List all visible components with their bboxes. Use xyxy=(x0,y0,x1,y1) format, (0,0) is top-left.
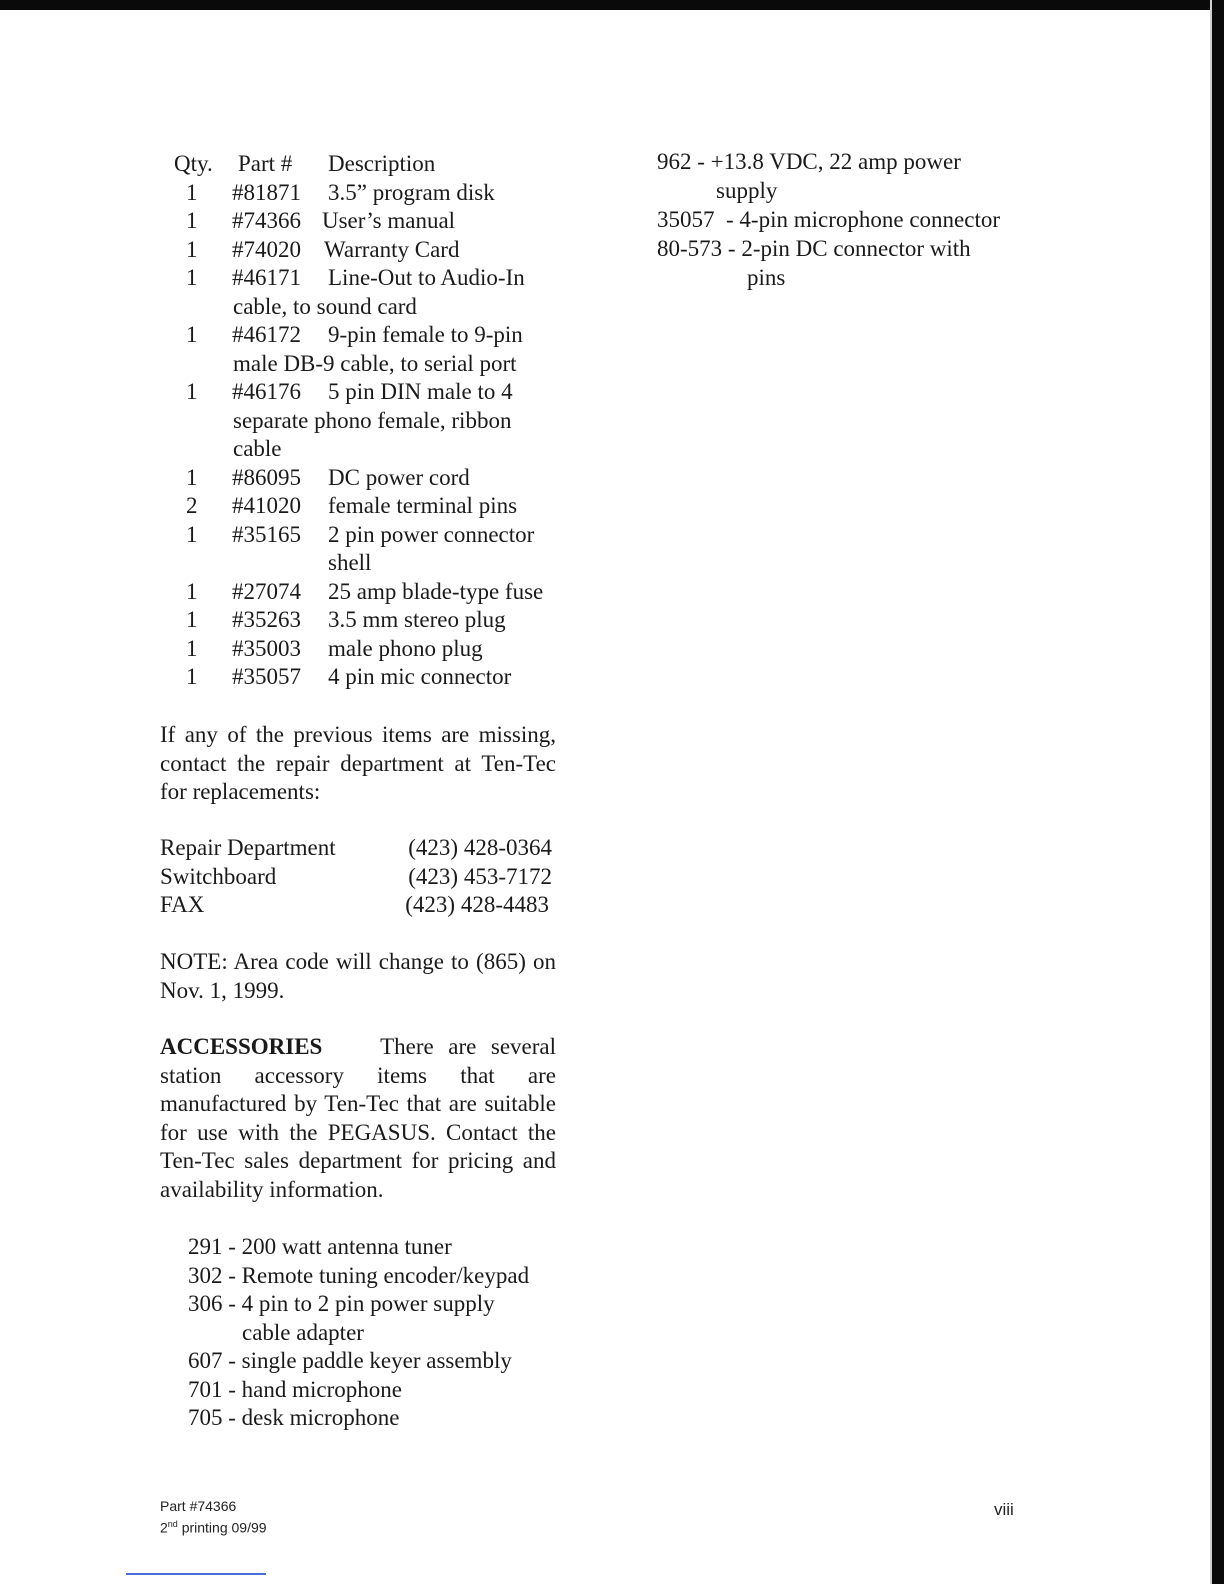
description-continuation: cable xyxy=(233,436,282,461)
qty-cell: 1 xyxy=(186,322,198,347)
list-item: 607 - single paddle keyer assembly xyxy=(188,1348,512,1373)
page-number: viii xyxy=(994,1500,1014,1519)
qty-cell: 1 xyxy=(186,265,198,290)
list-item-continuation: supply xyxy=(716,178,778,203)
accessory-list xyxy=(188,1233,529,1433)
part-header: Part # xyxy=(238,151,293,176)
list-item: 705 - desk microphone xyxy=(188,1405,400,1430)
qty-cell: 1 xyxy=(186,179,198,205)
description-cell: User’s manual xyxy=(322,208,456,233)
contact-name: FAX xyxy=(160,892,205,917)
part-cell: #35165 xyxy=(232,521,301,547)
description-continuation: shell xyxy=(328,550,372,575)
qty-cell: 1 xyxy=(186,208,198,233)
qty-cell: 1 xyxy=(186,236,198,262)
list-item: 302 - Remote tuning encoder/keypad xyxy=(188,1262,530,1288)
description-continuation: male DB-9 cable, to serial port xyxy=(233,350,517,376)
list-item-continuation: cable adapter xyxy=(242,1319,364,1345)
description-continuation: separate phono female, ribbon xyxy=(233,407,512,433)
printing-suffix: nd xyxy=(167,1519,178,1529)
missing-items-paragraph: If any of the previous items are missing, contact the repair department at Ten-Tec for replacements: xyxy=(160,722,556,804)
description-cell: male phono plug xyxy=(328,635,483,661)
list-item: 306 - 4 pin to 2 pin power supply xyxy=(188,1291,495,1316)
description-continuation: cable, to sound card xyxy=(233,293,417,319)
qty-cell: 1 xyxy=(186,664,198,689)
contact-list xyxy=(160,834,556,920)
part-cell: #86095 xyxy=(232,464,301,490)
qty-cell: 1 xyxy=(186,521,198,547)
part-cell: #46171 xyxy=(232,265,301,290)
part-cell: #74020 xyxy=(232,236,301,262)
scan-right-border xyxy=(1212,0,1224,1584)
part-cell: #35003 xyxy=(232,635,301,661)
part-cell: #35057 xyxy=(232,664,301,689)
list-item: 701 - hand microphone xyxy=(188,1376,402,1402)
contact-name: Switchboard xyxy=(160,863,277,889)
list-item: 962 - +13.8 VDC, 22 amp power xyxy=(657,149,961,174)
description-cell: 3.5” program disk xyxy=(328,179,495,205)
part-cell: #41020 xyxy=(232,493,301,518)
description-cell: 9-pin female to 9-pin xyxy=(328,322,523,347)
contact-name: Repair Department xyxy=(160,835,336,860)
qty-cell: 1 xyxy=(186,578,198,604)
scan-top-border xyxy=(0,0,1224,10)
list-item: 291 - 200 watt antenna tuner xyxy=(188,1234,452,1259)
accessories-paragraph xyxy=(160,1033,556,1204)
part-cell: #35263 xyxy=(232,607,301,632)
list-item: 35057 - 4-pin microphone connector xyxy=(657,207,1000,232)
description-cell: DC power cord xyxy=(328,464,470,490)
part-cell: #27074 xyxy=(232,578,301,604)
description-cell: 4 pin mic connector xyxy=(328,664,512,689)
description-cell: 2 pin power connector xyxy=(328,521,535,547)
accessories-heading: ACCESSORIES xyxy=(160,1034,323,1059)
description-header: Description xyxy=(328,151,436,176)
description-cell: 3.5 mm stereo plug xyxy=(328,607,506,632)
right-column-list xyxy=(657,147,1000,292)
contact-phone: (423) 453-7172 xyxy=(408,863,552,889)
part-cell: #46176 xyxy=(232,379,301,404)
qty-cell: 1 xyxy=(186,635,198,661)
footer-printing xyxy=(160,1515,267,1537)
area-code-note: NOTE: Area code will change to (865) on Nov. 1, 1999. xyxy=(160,949,556,1003)
description-cell: 5 pin DIN male to 4 xyxy=(328,379,513,404)
contact-phone: (423) 428-4483 xyxy=(405,892,549,917)
printing-number: 2 xyxy=(160,1519,168,1536)
printing-date: printing 09/99 xyxy=(177,1519,267,1536)
description-cell: Warranty Card xyxy=(324,236,460,262)
list-item: 80-573 - 2-pin DC connector with xyxy=(657,236,971,261)
contact-row xyxy=(160,863,556,892)
qty-cell: 2 xyxy=(186,493,198,518)
contact-row xyxy=(160,891,556,920)
contact-phone: (423) 428-0364 xyxy=(408,835,552,860)
description-cell: Line-Out to Audio-In xyxy=(328,265,525,290)
qty-cell: 1 xyxy=(186,607,198,632)
qty-cell: 1 xyxy=(186,379,198,404)
qty-cell: 1 xyxy=(186,464,198,490)
contact-row xyxy=(160,834,556,863)
description-cell: female terminal pins xyxy=(328,493,518,518)
scan-bottom-mark xyxy=(126,1573,266,1575)
footer-part-number: Part #74366 xyxy=(160,1498,237,1514)
list-item-continuation: pins xyxy=(747,265,786,290)
description-cell: 25 amp blade-type fuse xyxy=(328,578,544,604)
footer xyxy=(160,1497,267,1537)
part-cell: #74366 xyxy=(232,208,301,233)
part-cell: #46172 xyxy=(232,322,301,347)
accessories-text: There are several station accessory items that are manufactured by Ten-Tec that are suitable for use with the PEGASUS. Contact the Ten-Tec sales department for pricing and availability information. xyxy=(160,1034,556,1202)
part-cell: #81871 xyxy=(232,179,301,205)
scan-right-shadow xyxy=(1210,0,1212,1584)
qty-header: Qty. xyxy=(174,151,213,176)
